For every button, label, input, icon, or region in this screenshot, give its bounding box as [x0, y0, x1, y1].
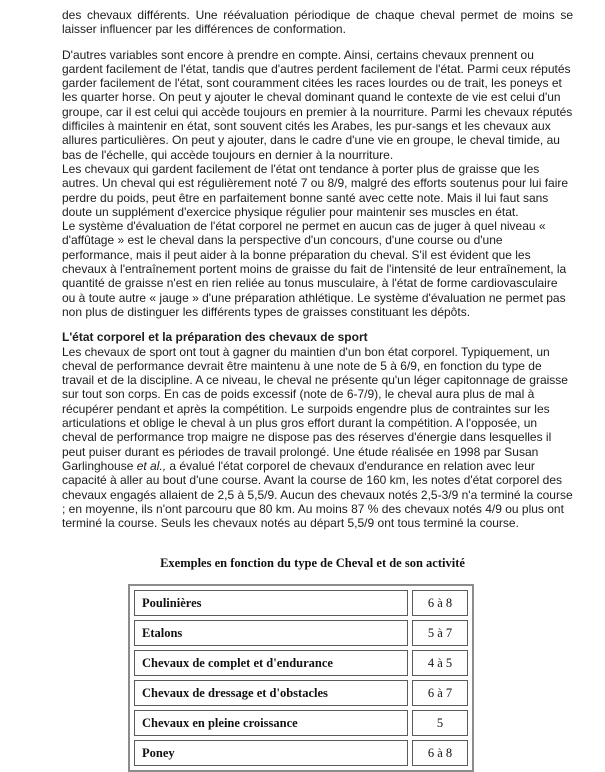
table-row [134, 710, 468, 736]
row-label: Poney [134, 740, 408, 766]
row-label: Chevaux en pleine croissance [134, 710, 408, 736]
paragraph-sport [62, 345, 573, 531]
paragraph-intro: des chevaux différents. Une réévaluation périodique de chaque cheval permet de moins se laisser influencer par les différences de conformation. [62, 8, 573, 37]
table-row [134, 650, 468, 676]
row-value: 6 à 8 [412, 740, 468, 766]
table-row [134, 620, 468, 646]
row-label: Poulinières [134, 590, 408, 616]
table-row [134, 680, 468, 706]
row-value: 5 à 7 [412, 620, 468, 646]
row-label: Chevaux de dressage et d'obstacles [134, 680, 408, 706]
row-value: 6 à 7 [412, 680, 468, 706]
paragraph-sport-etal-italic: et al., [136, 458, 167, 473]
row-value: 6 à 8 [412, 590, 468, 616]
table-title: Exemples en fonction du type de Cheval et de son activité [160, 556, 465, 571]
paragraph-variables: D'autres variables sont encore à prendre en compte. Ainsi, certains chevaux prennent ou gardent facilement de l'état, tandis que d'autres perdent facilement de l'état. Parmi ceux réputés garder facilement de l'état, sont couramment citées les races lourdes ou de trait, les poneys et les quarter horse. On peut y ajouter le cheval dominant quand le contexte de vie est celui d'un groupe, car il est celui qui accède toujours en premier à la nourriture. Parmi les chevaux réputés difficiles à maintenir en état, sont souvent cités les Arabes, les pur-sangs et les chevaux aux allures particulières. On peut y ajouter, dans le cadre d'une vie en groupe, le cheval timide, au bas de l'échelle, qui accède toujours en dernier à la nourriture. [62, 47, 573, 162]
paragraph-sport-post: a évalué l'état corporel de chevaux d'endurance en relation avec leur capacité à aller au bout d'une course. Avant la course de 160 km, les notes d'état corporel des chevaux engagés allaient de 2,5 à 5,5/9. Aucun des chevaux notés 2,5-3/9 n'a terminé la course ; en moyenne, ils n'ont parcouru que 80 km. Au moins 87 % des chevaux notés 4/9 ou plus ont terminé la course. Seuls les chevaux notés au départ 5,5/9 ont tous terminé la course. [62, 458, 573, 531]
score-table [128, 584, 474, 772]
paragraph-sport-pre: Les chevaux de sport ont tout à gagner du maintien d'un bon état corporel. Typiquement, un cheval de performance devrait être maintenu à une note de 5 à 6/9, en fonction du type de travail et de la discipline. A ce niveau, le cheval ne présente qu'un léger capitonnage de graisse sur tout son corps. En cas de poids excessif (note de 6-7/9), le cheval aura plus de mal à récupérer pendant et après la compétition. Le surpoids engendre plus de contraintes sur les articulations et oblige le cheval à un plus gros effort durant la compétition. A l'opposée, un cheval de performance trop maigre ne dispose pas des réserves d'énergie dans lesquelles il peut puiser durant es périodes de travail prolongé. Une étude réalisée en 1998 par Susan Garlinghouse [62, 344, 568, 473]
table-row [134, 740, 468, 766]
paragraph-systeme: Le système d'évaluation de l'état corporel ne permet en aucun cas de juger à quel niveau « d'affûtage » est le cheval dans la perspective d'un concours, d'une course ou d'une performance, mais il peut aider à la bonne préparation du cheval. S'il est évident que les chevaux à l'entraînement portent moins de graisse du fait de l'intensité de leur entraînement, la quantité de graisse n'est en rien reliée au tonus musculaire, à l'état de forme cardiovasculaire ou à toute autre « jauge » d'une préparation athlétique. Le système d'évaluation ne permet pas non plus de distinguer les différents types de graisses constituant les dépôts. [62, 219, 567, 319]
row-label: Etalons [134, 620, 408, 646]
row-value: 5 [412, 710, 468, 736]
paragraph-graisse: Les chevaux qui gardent facilement de l'état ont tendance à porter plus de graisse que les autres. Un cheval qui est régulièrement noté 7 ou 8/9, malgré des efforts soutenus pour lui faire perdre du poids, peut être en parfaitement bonne santé avec cette note. Mais il lui faut sans doute un supplément d'exercice physique régulier pour maintenir ses muscles en état. [62, 161, 569, 219]
row-value: 4 à 5 [412, 650, 468, 676]
row-label: Chevaux de complet et d'endurance [134, 650, 408, 676]
table-row [134, 590, 468, 616]
section-heading-etat-corporel-sport: L'état corporel et la préparation des chevaux de sport [62, 330, 368, 345]
